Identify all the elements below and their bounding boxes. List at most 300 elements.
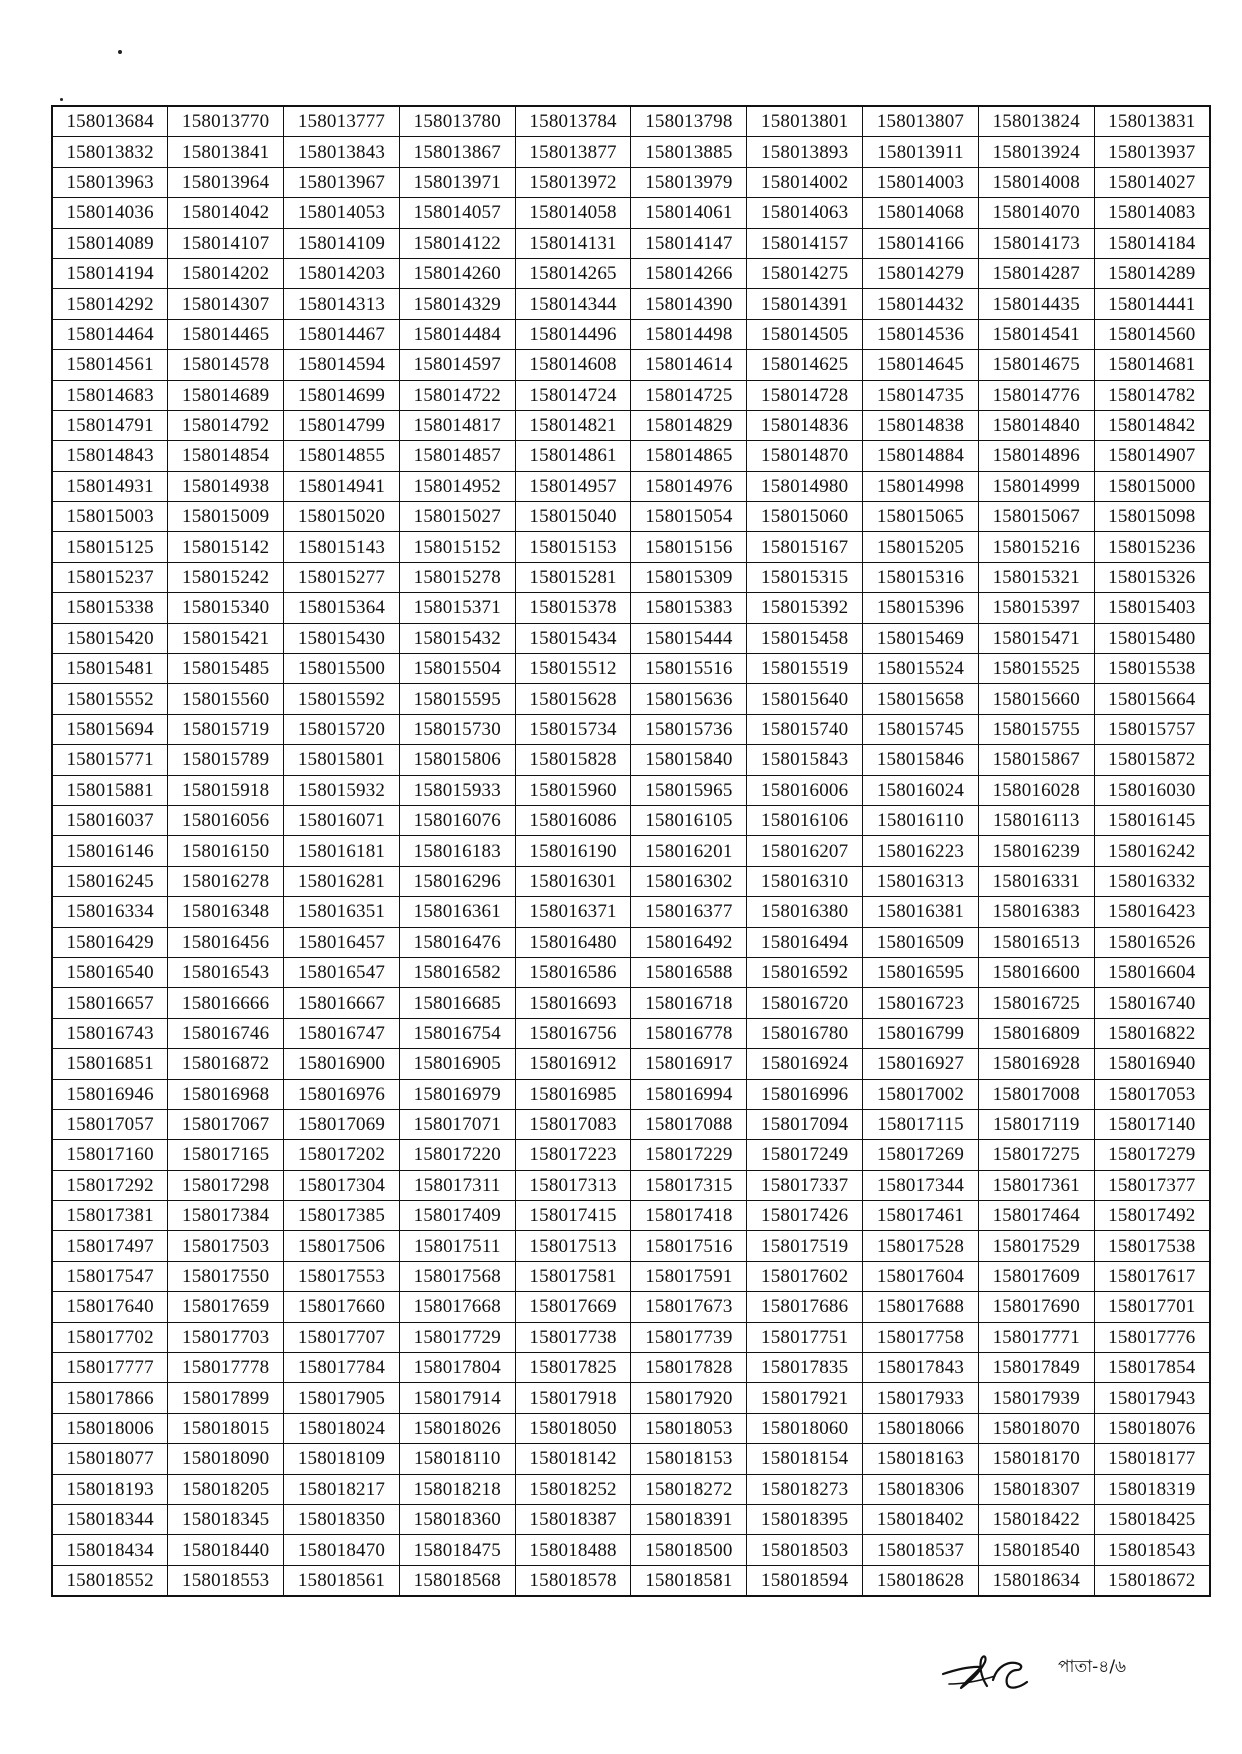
roll-number-cell: 158015321 [978, 562, 1094, 592]
roll-number-cell: 158017702 [52, 1322, 168, 1352]
roll-number-cell: 158014614 [631, 350, 747, 380]
roll-number-cell: 158014279 [863, 258, 979, 288]
table-row [52, 1079, 1210, 1109]
roll-number-cell: 158016480 [515, 927, 631, 957]
roll-number-cell: 158017617 [1094, 1261, 1210, 1291]
table-row [52, 1231, 1210, 1261]
roll-number-cell: 158016600 [978, 957, 1094, 987]
roll-number-cell: 158015872 [1094, 745, 1210, 775]
roll-number-cell: 158013867 [399, 137, 515, 167]
roll-number-cell: 158013937 [1094, 137, 1210, 167]
roll-number-cell: 158015340 [168, 593, 284, 623]
roll-number-cell: 158018024 [284, 1413, 400, 1443]
table-row [52, 775, 1210, 805]
roll-number-cell: 158018053 [631, 1413, 747, 1443]
roll-number-cell: 158015734 [515, 714, 631, 744]
table-row [52, 1201, 1210, 1231]
roll-number-cell: 158018561 [284, 1565, 400, 1596]
roll-number-cell: 158013967 [284, 167, 400, 197]
table-row [52, 897, 1210, 927]
roll-number-cell: 158017602 [747, 1261, 863, 1291]
roll-number-cell: 158014728 [747, 380, 863, 410]
roll-number-cell: 158015000 [1094, 471, 1210, 501]
roll-number-cell: 158017825 [515, 1353, 631, 1383]
roll-number-cell: 158016780 [747, 1018, 863, 1048]
roll-number-cell: 158017298 [168, 1170, 284, 1200]
table-row [52, 441, 1210, 471]
table-row [52, 410, 1210, 440]
roll-number-cell: 158017384 [168, 1201, 284, 1231]
roll-number-cell: 158014265 [515, 258, 631, 288]
roll-number-cell: 158017497 [52, 1231, 168, 1261]
roll-number-cell: 158017758 [863, 1322, 979, 1352]
roll-number-cell: 158017067 [168, 1109, 284, 1139]
roll-number-cell: 158018350 [284, 1504, 400, 1534]
roll-number-cell: 158016310 [747, 866, 863, 896]
roll-number-cell: 158016540 [52, 957, 168, 987]
roll-number-cell: 158017778 [168, 1353, 284, 1383]
roll-number-cell: 158015054 [631, 502, 747, 532]
page-number: পাতা-৪/৬ [1058, 1657, 1127, 1677]
roll-number-cell: 158016207 [747, 836, 863, 866]
roll-number-cell: 158014287 [978, 258, 1094, 288]
roll-number-cell: 158015719 [168, 714, 284, 744]
roll-number-cell: 158017939 [978, 1383, 1094, 1413]
roll-number-cell: 158016595 [863, 957, 979, 987]
roll-number-cell: 158016423 [1094, 897, 1210, 927]
roll-number-cell: 158017914 [399, 1383, 515, 1413]
roll-number-cell: 158017315 [631, 1170, 747, 1200]
roll-number-cell: 158014498 [631, 319, 747, 349]
roll-number-cell: 158013911 [863, 137, 979, 167]
roll-number-cell: 158017513 [515, 1231, 631, 1261]
roll-number-cell: 158015740 [747, 714, 863, 744]
table-row [52, 319, 1210, 349]
roll-number-cell: 158016693 [515, 988, 631, 1018]
roll-number-cell: 158018672 [1094, 1565, 1210, 1596]
roll-number-cell: 158015027 [399, 502, 515, 532]
table-row [52, 1535, 1210, 1565]
roll-number-cell: 158017701 [1094, 1292, 1210, 1322]
roll-number-cell: 158014266 [631, 258, 747, 288]
roll-number-cell: 158016968 [168, 1079, 284, 1109]
roll-number-cell: 158018422 [978, 1504, 1094, 1534]
roll-number-cell: 158017528 [863, 1231, 979, 1261]
roll-number-cell: 158017828 [631, 1353, 747, 1383]
roll-number-cell: 158014938 [168, 471, 284, 501]
roll-number-cell: 158018217 [284, 1474, 400, 1504]
roll-number-cell: 158017071 [399, 1109, 515, 1139]
roll-number-cell: 158017361 [978, 1170, 1094, 1200]
roll-number-cell: 158013924 [978, 137, 1094, 167]
roll-number-cell: 158015694 [52, 714, 168, 744]
roll-number-cell: 158014391 [747, 289, 863, 319]
roll-number-cell: 158016429 [52, 927, 168, 957]
roll-number-cell: 158013832 [52, 137, 168, 167]
table-row [52, 1474, 1210, 1504]
roll-number-cell: 158014441 [1094, 289, 1210, 319]
roll-number-cell: 158015471 [978, 623, 1094, 653]
roll-number-cell: 158018402 [863, 1504, 979, 1534]
roll-number-cell: 158017008 [978, 1079, 1094, 1109]
roll-number-cell: 158015003 [52, 502, 168, 532]
roll-number-cell: 158016685 [399, 988, 515, 1018]
roll-number-cell: 158017385 [284, 1201, 400, 1231]
roll-number-cell: 158015316 [863, 562, 979, 592]
table-row [52, 289, 1210, 319]
table-row [52, 106, 1210, 137]
roll-number-cell: 158015458 [747, 623, 863, 653]
roll-number-cell: 158015552 [52, 684, 168, 714]
roll-number-cell: 158015660 [978, 684, 1094, 714]
roll-number-cell: 158014578 [168, 350, 284, 380]
roll-number-cell: 158016494 [747, 927, 863, 957]
roll-number-cell: 158013971 [399, 167, 515, 197]
roll-number-cell: 158016334 [52, 897, 168, 927]
roll-number-cell: 158015009 [168, 502, 284, 532]
roll-number-cell: 158018425 [1094, 1504, 1210, 1534]
roll-number-cell: 158014792 [168, 410, 284, 440]
roll-number-cell: 158015918 [168, 775, 284, 805]
roll-number-cell: 158017568 [399, 1261, 515, 1291]
roll-number-cell: 158017381 [52, 1201, 168, 1231]
roll-number-cell: 158018060 [747, 1413, 863, 1443]
roll-number-cell: 158016076 [399, 805, 515, 835]
table-row [52, 988, 1210, 1018]
roll-number-cell: 158017933 [863, 1383, 979, 1413]
roll-number-cell: 158014817 [399, 410, 515, 440]
roll-number-cell: 158013801 [747, 106, 863, 137]
table-row [52, 1018, 1210, 1048]
roll-number-cell: 158016667 [284, 988, 400, 1018]
roll-number-cell: 158016456 [168, 927, 284, 957]
roll-number-cell: 158015745 [863, 714, 979, 744]
roll-number-cell: 158014292 [52, 289, 168, 319]
roll-number-cell: 158016928 [978, 1049, 1094, 1079]
roll-number-cell: 158018470 [284, 1535, 400, 1565]
roll-number-cell: 158015843 [747, 745, 863, 775]
roll-number-cell: 158017275 [978, 1140, 1094, 1170]
roll-number-cell: 158017223 [515, 1140, 631, 1170]
roll-number-cell: 158014166 [863, 228, 979, 258]
scan-speck [118, 50, 122, 54]
roll-number-cell: 158013831 [1094, 106, 1210, 137]
roll-number-cell: 158017057 [52, 1109, 168, 1139]
roll-number-cell: 158017918 [515, 1383, 631, 1413]
roll-number-cell: 158016740 [1094, 988, 1210, 1018]
roll-number-cell: 158015278 [399, 562, 515, 592]
table-row [52, 593, 1210, 623]
roll-number-cell: 158015277 [284, 562, 400, 592]
table-row [52, 836, 1210, 866]
roll-number-cell: 158018110 [399, 1444, 515, 1474]
roll-number-cell: 158014931 [52, 471, 168, 501]
roll-number-cell: 158014131 [515, 228, 631, 258]
table-row [52, 1322, 1210, 1352]
roll-number-cell: 158016940 [1094, 1049, 1210, 1079]
roll-number-cell: 158018634 [978, 1565, 1094, 1596]
roll-number-cell: 158015867 [978, 745, 1094, 775]
roll-number-cell: 158015658 [863, 684, 979, 714]
roll-number-cell: 158015664 [1094, 684, 1210, 714]
roll-number-cell: 158015730 [399, 714, 515, 744]
roll-number-cell: 158016547 [284, 957, 400, 987]
roll-number-table [51, 105, 1211, 1597]
signature-icon [935, 1640, 1045, 1700]
roll-number-cell: 158016994 [631, 1079, 747, 1109]
roll-number-cell: 158017751 [747, 1322, 863, 1352]
table-row [52, 562, 1210, 592]
roll-number-cell: 158016278 [168, 866, 284, 896]
roll-number-cell: 158014036 [52, 198, 168, 228]
roll-number-cell: 158015326 [1094, 562, 1210, 592]
roll-number-cell: 158014597 [399, 350, 515, 380]
roll-number-cell: 158017849 [978, 1353, 1094, 1383]
roll-number-cell: 158014625 [747, 350, 863, 380]
roll-number-cell: 158014063 [747, 198, 863, 228]
roll-number-cell: 158016924 [747, 1049, 863, 1079]
roll-number-cell: 158016582 [399, 957, 515, 987]
table-row [52, 1565, 1210, 1596]
roll-number-cell: 158018193 [52, 1474, 168, 1504]
roll-number-cell: 158013972 [515, 167, 631, 197]
table-row [52, 1292, 1210, 1322]
roll-number-cell: 158018552 [52, 1565, 168, 1596]
roll-number-cell: 158017249 [747, 1140, 863, 1170]
roll-number-cell: 158013784 [515, 106, 631, 137]
roll-number-cell: 158014843 [52, 441, 168, 471]
roll-number-cell: 158016457 [284, 927, 400, 957]
roll-number-cell: 158013841 [168, 137, 284, 167]
roll-number-cell: 158016371 [515, 897, 631, 927]
roll-number-cell: 158016822 [1094, 1018, 1210, 1048]
roll-number-cell: 158015371 [399, 593, 515, 623]
table-row [52, 745, 1210, 775]
roll-number-cell: 158018272 [631, 1474, 747, 1504]
roll-number-cell: 158014952 [399, 471, 515, 501]
roll-number-cell: 158014645 [863, 350, 979, 380]
roll-number-cell: 158014842 [1094, 410, 1210, 440]
roll-number-cell: 158016296 [399, 866, 515, 896]
roll-number-cell: 158016917 [631, 1049, 747, 1079]
roll-number-cell: 158016190 [515, 836, 631, 866]
roll-number-cell: 158015840 [631, 745, 747, 775]
roll-number-cell: 158018391 [631, 1504, 747, 1534]
roll-number-cell: 158014976 [631, 471, 747, 501]
roll-number-cell: 158017506 [284, 1231, 400, 1261]
roll-table-body [52, 106, 1210, 1596]
roll-number-cell: 158017776 [1094, 1322, 1210, 1352]
roll-number-cell: 158014053 [284, 198, 400, 228]
table-row [52, 866, 1210, 896]
roll-number-cell: 158014561 [52, 350, 168, 380]
roll-number-cell: 158017729 [399, 1322, 515, 1352]
table-row [52, 1444, 1210, 1474]
roll-number-cell: 158016383 [978, 897, 1094, 927]
roll-number-cell: 158017344 [863, 1170, 979, 1200]
roll-number-cell: 158014194 [52, 258, 168, 288]
roll-number-cell: 158015720 [284, 714, 400, 744]
roll-number-cell: 158016979 [399, 1079, 515, 1109]
roll-number-cell: 158014594 [284, 350, 400, 380]
roll-number-cell: 158015338 [52, 593, 168, 623]
roll-number-cell: 158014821 [515, 410, 631, 440]
roll-number-cell: 158015142 [168, 532, 284, 562]
table-row [52, 502, 1210, 532]
table-row [52, 957, 1210, 987]
roll-number-cell: 158014390 [631, 289, 747, 319]
roll-number-cell: 158015636 [631, 684, 747, 714]
roll-number-cell: 158014435 [978, 289, 1094, 319]
roll-number-cell: 158017905 [284, 1383, 400, 1413]
roll-number-cell: 158014002 [747, 167, 863, 197]
roll-number-cell: 158018475 [399, 1535, 515, 1565]
roll-number-cell: 158017591 [631, 1261, 747, 1291]
roll-number-cell: 158014725 [631, 380, 747, 410]
roll-number-cell: 158017686 [747, 1292, 863, 1322]
roll-number-cell: 158013893 [747, 137, 863, 167]
roll-number-cell: 158015153 [515, 532, 631, 562]
roll-number-cell: 158018076 [1094, 1413, 1210, 1443]
roll-number-cell: 158013807 [863, 106, 979, 137]
roll-number-cell: 158017461 [863, 1201, 979, 1231]
roll-number-cell: 158014854 [168, 441, 284, 471]
roll-number-cell: 158018500 [631, 1535, 747, 1565]
roll-number-cell: 158014061 [631, 198, 747, 228]
roll-number-cell: 158016492 [631, 927, 747, 957]
roll-number-cell: 158016912 [515, 1049, 631, 1079]
roll-number-cell: 158018568 [399, 1565, 515, 1596]
roll-number-cell: 158013770 [168, 106, 284, 137]
roll-number-cell: 158016509 [863, 927, 979, 957]
roll-number-cell: 158014344 [515, 289, 631, 319]
roll-number-cell: 158017337 [747, 1170, 863, 1200]
roll-number-cell: 158015524 [863, 654, 979, 684]
roll-number-cell: 158014313 [284, 289, 400, 319]
roll-number-cell: 158017784 [284, 1353, 400, 1383]
roll-number-cell: 158014980 [747, 471, 863, 501]
roll-number-cell: 158014836 [747, 410, 863, 440]
roll-number-cell: 158017866 [52, 1383, 168, 1413]
roll-number-cell: 158015481 [52, 654, 168, 684]
roll-number-cell: 158013877 [515, 137, 631, 167]
roll-number-cell: 158017550 [168, 1261, 284, 1291]
roll-number-cell: 158015098 [1094, 502, 1210, 532]
roll-number-cell: 158017516 [631, 1231, 747, 1261]
roll-number-cell: 158015156 [631, 532, 747, 562]
table-row [52, 714, 1210, 744]
roll-number-cell: 158017690 [978, 1292, 1094, 1322]
roll-number-cell: 158014870 [747, 441, 863, 471]
roll-number-cell: 158014735 [863, 380, 979, 410]
roll-number-cell: 158018360 [399, 1504, 515, 1534]
table-row [52, 1353, 1210, 1383]
roll-number-cell: 158014465 [168, 319, 284, 349]
roll-number-cell: 158014857 [399, 441, 515, 471]
roll-number-cell: 158016281 [284, 866, 400, 896]
roll-number-cell: 158014057 [399, 198, 515, 228]
roll-number-cell: 158015281 [515, 562, 631, 592]
roll-number-cell: 158014089 [52, 228, 168, 258]
roll-number-cell: 158017604 [863, 1261, 979, 1291]
roll-number-cell: 158015757 [1094, 714, 1210, 744]
roll-number-cell: 158016181 [284, 836, 400, 866]
roll-number-cell: 158018307 [978, 1474, 1094, 1504]
roll-number-cell: 158015592 [284, 684, 400, 714]
roll-number-cell: 158017202 [284, 1140, 400, 1170]
roll-number-cell: 158014896 [978, 441, 1094, 471]
roll-number-cell: 158013843 [284, 137, 400, 167]
roll-number-cell: 158018026 [399, 1413, 515, 1443]
roll-number-cell: 158013780 [399, 106, 515, 137]
roll-number-cell: 158015040 [515, 502, 631, 532]
roll-number-cell: 158017415 [515, 1201, 631, 1231]
roll-number-cell: 158014003 [863, 167, 979, 197]
roll-number-cell: 158015504 [399, 654, 515, 684]
roll-number-cell: 158016720 [747, 988, 863, 1018]
roll-number-cell: 158015485 [168, 654, 284, 684]
roll-number-cell: 158015237 [52, 562, 168, 592]
roll-number-cell: 158013824 [978, 106, 1094, 137]
roll-number-cell: 158015378 [515, 593, 631, 623]
roll-number-cell: 158016380 [747, 897, 863, 927]
roll-number-cell: 158018578 [515, 1565, 631, 1596]
roll-number-cell: 158015421 [168, 623, 284, 653]
roll-number-cell: 158014083 [1094, 198, 1210, 228]
roll-number-cell: 158015960 [515, 775, 631, 805]
roll-number-cell: 158014275 [747, 258, 863, 288]
roll-number-cell: 158014496 [515, 319, 631, 349]
roll-number-cell: 158014109 [284, 228, 400, 258]
roll-number-cell: 158015236 [1094, 532, 1210, 562]
roll-number-cell: 158016586 [515, 957, 631, 987]
roll-number-cell: 158018581 [631, 1565, 747, 1596]
roll-number-cell: 158017165 [168, 1140, 284, 1170]
roll-number-cell: 158016377 [631, 897, 747, 927]
roll-number-cell: 158017547 [52, 1261, 168, 1291]
roll-number-cell: 158015560 [168, 684, 284, 714]
roll-number-cell: 158017220 [399, 1140, 515, 1170]
roll-number-cell: 158017119 [978, 1109, 1094, 1139]
roll-number-cell: 158017920 [631, 1383, 747, 1413]
roll-number-cell: 158016242 [1094, 836, 1210, 866]
roll-number-cell: 158016331 [978, 866, 1094, 896]
roll-number-cell: 158018177 [1094, 1444, 1210, 1474]
roll-number-cell: 158016872 [168, 1049, 284, 1079]
roll-number-cell: 158015628 [515, 684, 631, 714]
roll-number-cell: 158015595 [399, 684, 515, 714]
table-row [52, 684, 1210, 714]
roll-number-cell: 158015755 [978, 714, 1094, 744]
roll-number-cell: 158018015 [168, 1413, 284, 1443]
roll-number-cell: 158017069 [284, 1109, 400, 1139]
roll-number-cell: 158014689 [168, 380, 284, 410]
roll-number-cell: 158016754 [399, 1018, 515, 1048]
roll-number-cell: 158014675 [978, 350, 1094, 380]
roll-number-cell: 158017053 [1094, 1079, 1210, 1109]
roll-number-cell: 158015060 [747, 502, 863, 532]
roll-number-cell: 158014907 [1094, 441, 1210, 471]
roll-number-cell: 158014289 [1094, 258, 1210, 288]
roll-number-cell: 158018218 [399, 1474, 515, 1504]
roll-number-cell: 158017115 [863, 1109, 979, 1139]
table-row [52, 350, 1210, 380]
roll-number-cell: 158014432 [863, 289, 979, 319]
roll-number-cell: 158014861 [515, 441, 631, 471]
roll-number-cell: 158014157 [747, 228, 863, 258]
roll-number-cell: 158013979 [631, 167, 747, 197]
roll-number-cell: 158016056 [168, 805, 284, 835]
